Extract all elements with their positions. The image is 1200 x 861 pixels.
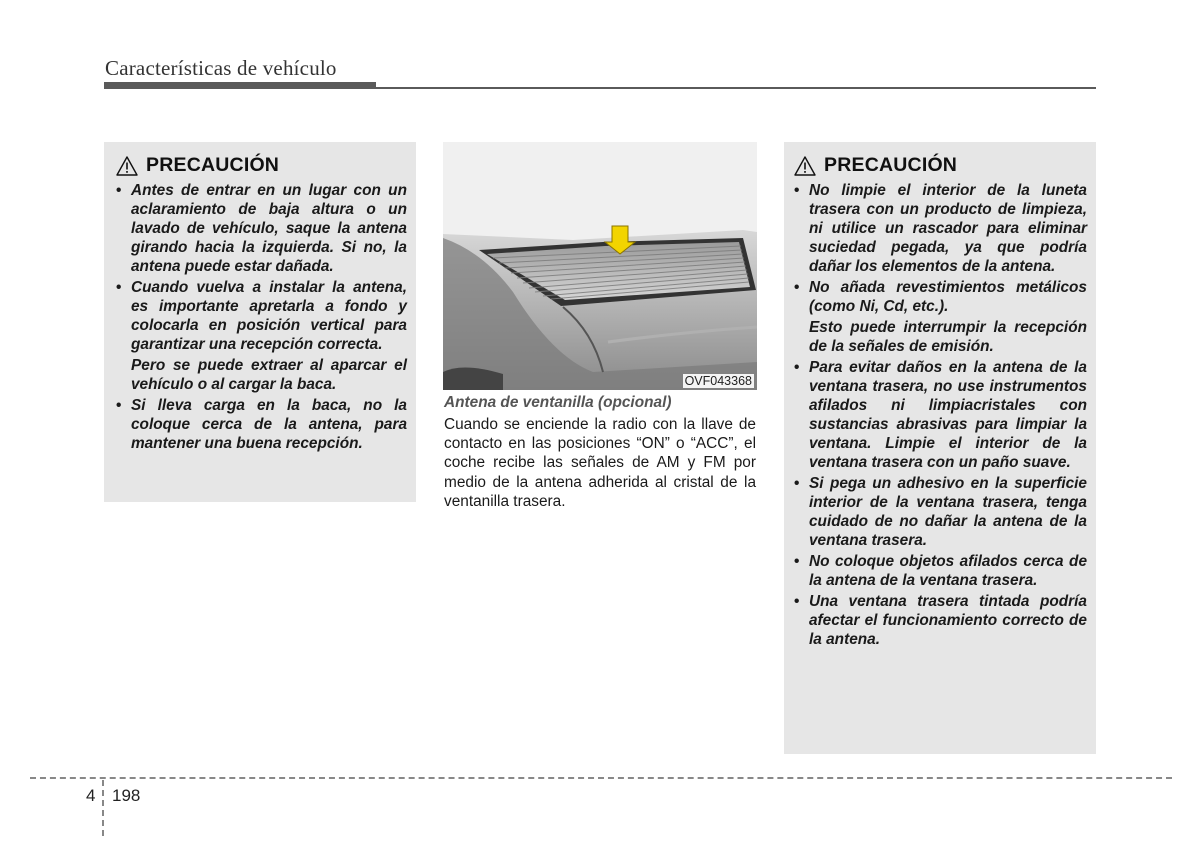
warning-triangle-icon (794, 156, 816, 176)
caution-title: PRECAUCIÓN (146, 154, 280, 176)
caution-item-text: • Una ventana trasera tintada podría afectar el funcionamiento correcto de la antena. (809, 593, 1087, 648)
footer-dashed-divider (102, 780, 104, 836)
chapter-number: 4 (86, 786, 96, 805)
caution-item (794, 181, 1087, 276)
caution-item (116, 396, 407, 453)
caution-list (116, 181, 407, 453)
page-number: 198 (112, 786, 141, 805)
caution-header (116, 154, 407, 177)
caution-list (794, 181, 1087, 649)
caution-box-right (784, 142, 1096, 754)
figure-body-text: Cuando se enciende la radio con la llave de contacto en las posiciones “ON” o “ACC”, el coche recibe las señales de AM y FM por medio de la antena adherida al cristal de la ventanilla trasera. (444, 416, 756, 510)
caution-item-text: • Para evitar daños en la antena de la ventana trasera, no use instrumentos afilados ni limpiacristales con sustancias abrasivas para limpiar la ventana. Limpie el interior de la ventana trasera con un paño suave. (809, 359, 1087, 471)
caution-item-text: • Antes de entrar en un lugar con un aclaramiento de baja altura o un lavado de vehículo, saque la antena girando hacia la izquierda. Si no, la antena puede estar dañada. (131, 182, 407, 275)
caution-header (794, 154, 1087, 177)
caution-item (794, 552, 1087, 590)
caution-item-text: • No coloque objetos afilados cerca de la antena de la ventana trasera. (809, 553, 1087, 589)
caution-item-extra: Esto puede interrumpir la recepción de la señales de emisión. (809, 319, 1087, 355)
caution-item-text: • No añada revestimientos metálicos (como Ni, Cd, etc.). (809, 279, 1087, 315)
caution-item (794, 358, 1087, 472)
caution-item (116, 278, 407, 394)
figure-code: OVF043368 (684, 374, 752, 388)
header-rule-thick (104, 82, 376, 89)
caution-item (794, 278, 1087, 356)
page-header-title: Características de vehículo (105, 56, 337, 80)
caution-box-left (104, 142, 416, 502)
caution-item (794, 474, 1087, 550)
warning-triangle-icon (116, 156, 138, 176)
caution-item-text: • No limpie el interior de la luneta trasera con un producto de limpieza, ni utilice un rascador para eliminar suciedad pegada, ya que podría dañar los elementos de la antena. (809, 182, 1087, 275)
caution-item-text: • Si pega un adhesivo en la superficie interior de la ventana trasera, tenga cuidado de no dañar la antena de la ventana trasera. (809, 475, 1087, 549)
caution-item (116, 181, 407, 276)
footer-dashed-rule (30, 777, 1172, 779)
caution-item-text: • Si lleva carga en la baca, no la coloque cerca de la antena, para mantener una buena recepción. (131, 397, 407, 452)
caution-item-text: • Cuando vuelva a instalar la antena, es importante apretarla a fondo y colocarla en posición vertical para garantizar una recepción correcta. (131, 279, 407, 353)
rear-window-illustration (443, 142, 757, 390)
header-rule-thin (376, 87, 1096, 89)
rear-window-photo (443, 142, 757, 390)
caution-item-extra: Pero se puede extraer al aparcar el vehículo o al cargar la baca. (131, 357, 407, 393)
caution-item (794, 592, 1087, 649)
figure-caption: Antena de ventanilla (opcional) (444, 394, 672, 411)
caution-title: PRECAUCIÓN (824, 154, 958, 176)
